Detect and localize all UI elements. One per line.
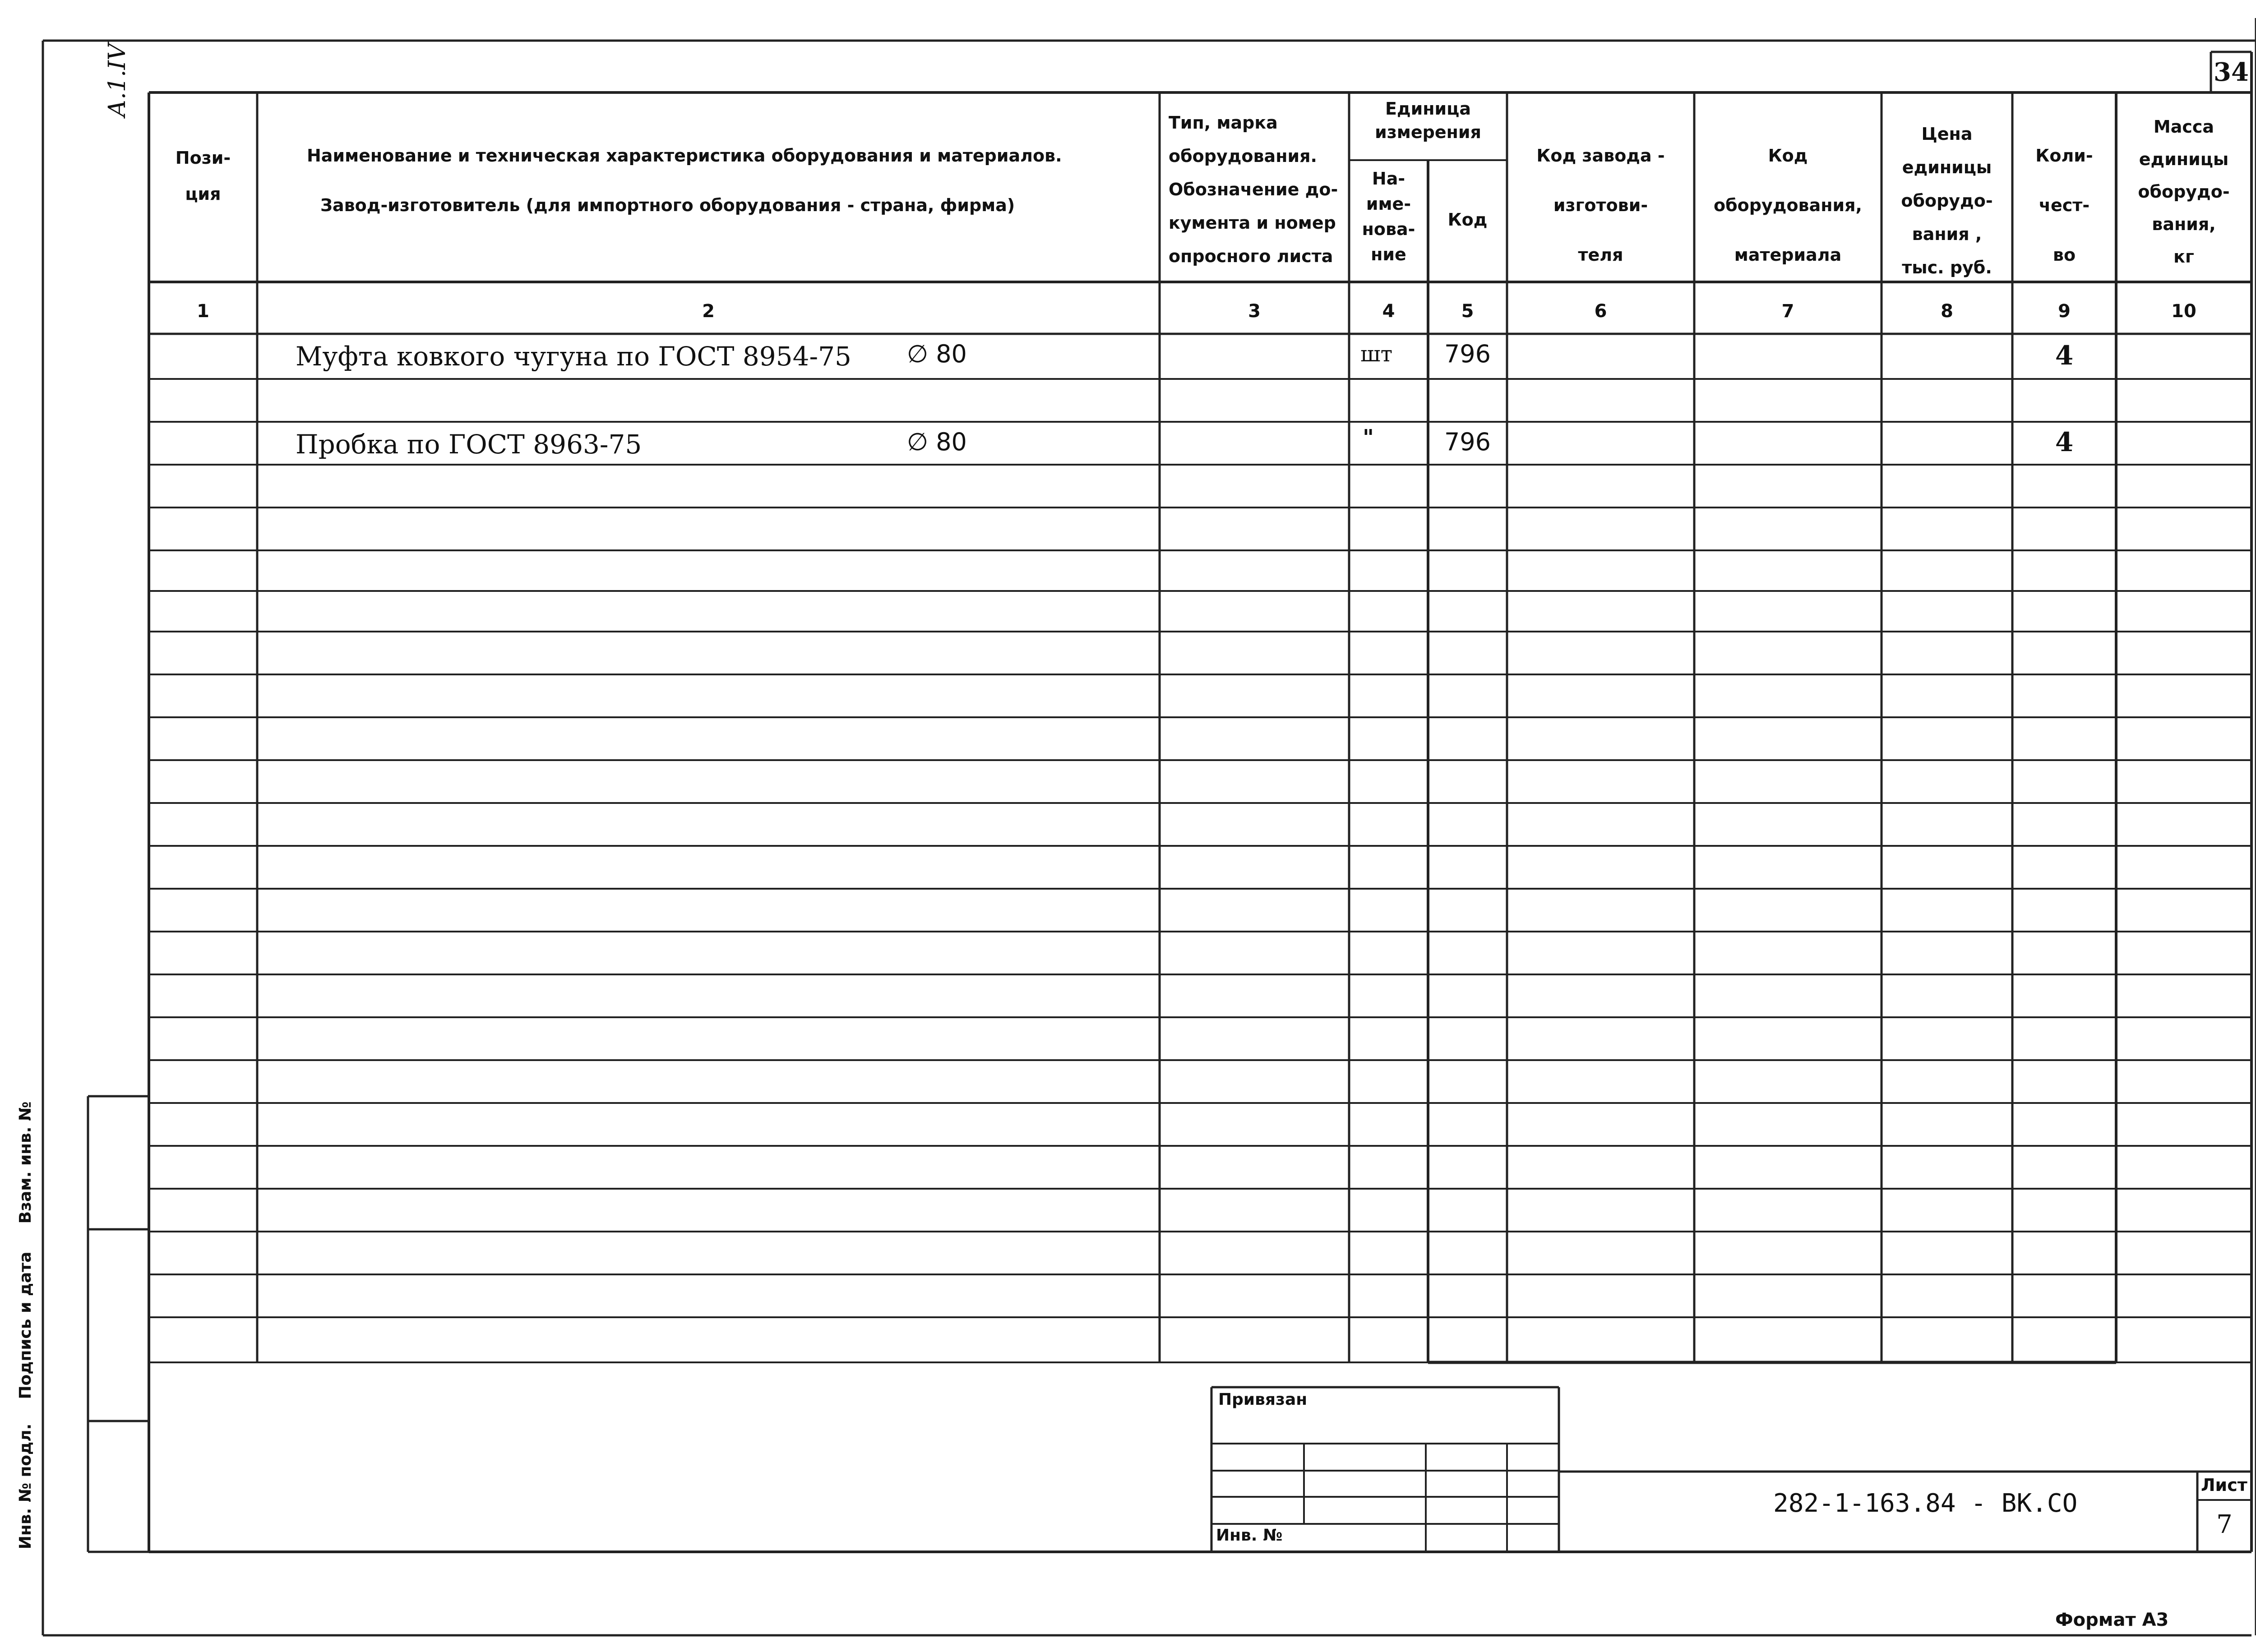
header-line: во bbox=[2053, 245, 2076, 265]
header-line: оборудо- bbox=[2138, 182, 2230, 202]
header-mass bbox=[2118, 111, 2249, 273]
column-number: 3 bbox=[1248, 301, 1261, 322]
header-equipment-code bbox=[1697, 131, 1879, 280]
column-number: 8 bbox=[1941, 301, 1953, 322]
column-number: 10 bbox=[2171, 301, 2196, 322]
header-line: Код завода - bbox=[1536, 146, 1665, 166]
header-line: опросного листа bbox=[1169, 246, 1333, 266]
column-number: 6 bbox=[1594, 301, 1607, 322]
item-unit: " bbox=[1363, 425, 1374, 450]
item-size: ∅ 80 bbox=[907, 340, 967, 368]
header-line: Обозначение до- bbox=[1169, 180, 1338, 199]
header-line: Код bbox=[1447, 210, 1488, 230]
header-line: изготови- bbox=[1553, 195, 1648, 215]
format-label: Формат А3 bbox=[2055, 1610, 2169, 1630]
header-line: Код bbox=[1768, 146, 1808, 166]
header-line: кг bbox=[2173, 247, 2194, 267]
document-code: 282-1-163.84 - ВК.СО bbox=[1773, 1489, 2078, 1518]
header-line: ние bbox=[1371, 245, 1406, 264]
header-name bbox=[307, 131, 1155, 230]
header-line: тыс. руб. bbox=[1902, 258, 1992, 277]
corner-mark: А.1.IV bbox=[104, 43, 131, 117]
page-number: 34 bbox=[2214, 57, 2249, 87]
header-line: Масса bbox=[2153, 117, 2214, 137]
item-unit: шт bbox=[1360, 341, 1393, 367]
header-unit-group bbox=[1349, 97, 1507, 144]
header-position bbox=[151, 140, 255, 212]
header-line: оборудо- bbox=[1901, 191, 1993, 211]
side-label-vzam: Взам. инв. № bbox=[16, 1101, 35, 1224]
attached-label: Привязан bbox=[1218, 1390, 1308, 1409]
header-line: Наименование и техническая характеристика оборудования и материалов. bbox=[307, 146, 1062, 166]
header-line: Цена bbox=[1921, 124, 1973, 144]
column-number: 7 bbox=[1781, 301, 1794, 322]
header-line: Пози- bbox=[175, 148, 231, 168]
side-label-inv-podl: Инв. № подл. bbox=[16, 1423, 35, 1550]
header-line: ция bbox=[185, 184, 221, 204]
side-label-podpis: Подпись и дата bbox=[16, 1251, 35, 1399]
header-line: кумента и номер bbox=[1169, 213, 1336, 233]
header-line: материала bbox=[1734, 245, 1842, 265]
sheet-number: 7 bbox=[2216, 1510, 2233, 1539]
item-unit-code: 796 bbox=[1444, 428, 1491, 456]
header-line: Коли- bbox=[2035, 146, 2093, 166]
column-number: 1 bbox=[197, 301, 209, 322]
header-unit-code bbox=[1430, 203, 1505, 236]
item-quantity: 4 bbox=[2055, 340, 2074, 371]
header-line: оборудования, bbox=[1714, 195, 1862, 215]
header-line: вания, bbox=[2152, 214, 2216, 234]
header-line: теля bbox=[1578, 245, 1623, 265]
column-number: 9 bbox=[2058, 301, 2071, 322]
header-line: измерения bbox=[1375, 122, 1481, 142]
header-unit-name bbox=[1351, 166, 1426, 267]
item-size: ∅ 80 bbox=[907, 428, 967, 456]
item-quantity: 4 bbox=[2055, 427, 2074, 457]
header-line: Завод-изготовитель (для импортного оборудования - страна, фирма) bbox=[320, 195, 1015, 215]
item-name: Муфта ковкого чугуна по ГОСТ 8954-75 bbox=[296, 341, 851, 372]
header-line: чест- bbox=[2039, 195, 2090, 215]
item-name: Пробка по ГОСТ 8963-75 bbox=[296, 429, 642, 460]
header-line: Единица bbox=[1385, 99, 1471, 119]
header-factory-code bbox=[1509, 131, 1692, 280]
header-quantity bbox=[2015, 131, 2114, 280]
header-line: Тип, марка bbox=[1169, 113, 1278, 133]
header-price bbox=[1884, 117, 2010, 284]
column-number: 4 bbox=[1382, 301, 1395, 322]
inv-label: Инв. № bbox=[1216, 1526, 1283, 1545]
column-number: 2 bbox=[702, 301, 715, 322]
header-line: оборудования. bbox=[1169, 146, 1317, 166]
header-line: име- bbox=[1366, 194, 1411, 214]
header-line: вания , bbox=[1912, 224, 1982, 244]
header-line: На- bbox=[1372, 169, 1405, 189]
item-unit-code: 796 bbox=[1444, 340, 1491, 368]
header-line: единицы bbox=[1902, 157, 1992, 177]
sheet-label: Лист bbox=[2201, 1475, 2247, 1495]
header-line: единицы bbox=[2139, 149, 2229, 169]
header-line: нова- bbox=[1362, 219, 1415, 239]
header-type bbox=[1169, 106, 1345, 273]
column-number: 5 bbox=[1461, 301, 1474, 322]
